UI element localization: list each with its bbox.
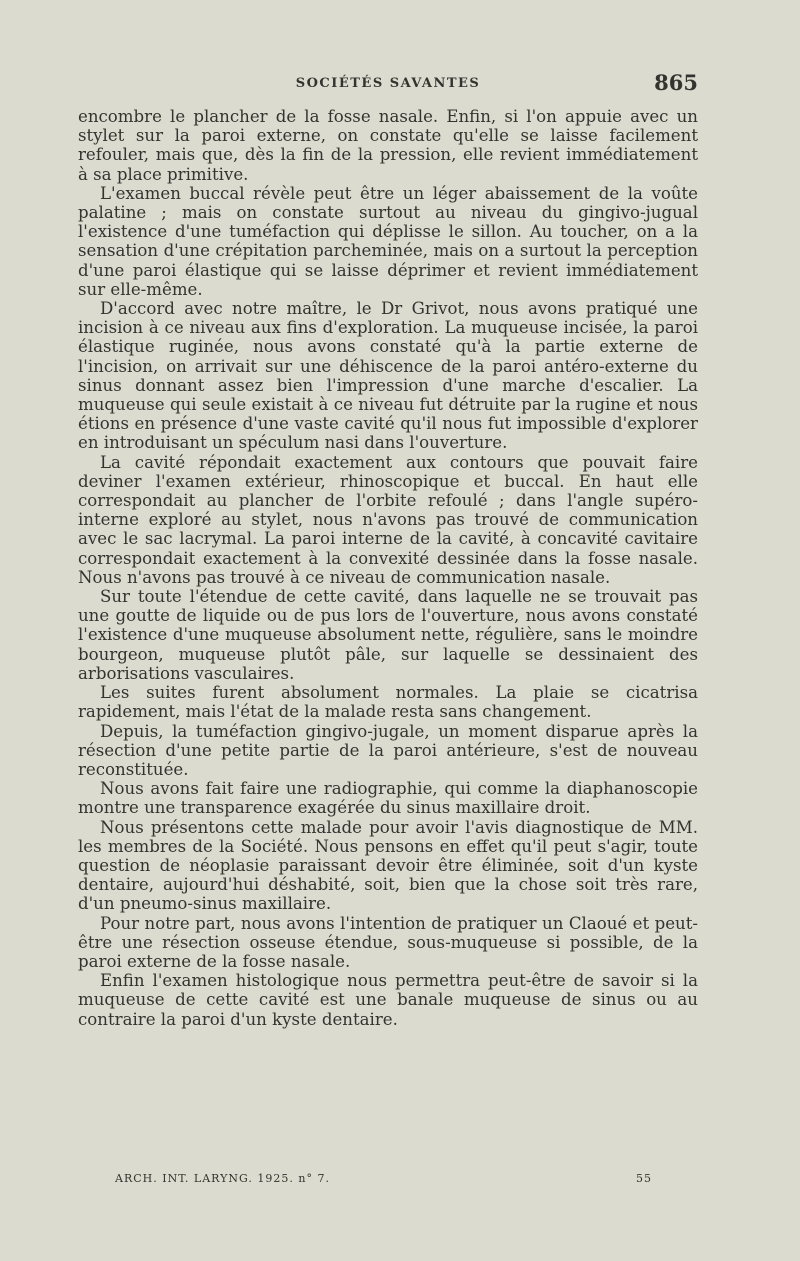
running-title: SOCIÉTÉS SAVANTES: [295, 76, 481, 91]
paragraph: encombre le plancher de la fosse nasale. Enfin, si l'on appuie avec un stylet sur la paroi externe, on constate qu'elle se laisse facilement refouler, mais que, dès la fin de la pression, elle revient immédiatement à sa place primitive.: [78, 107, 698, 184]
paragraph: Sur toute l'étendue de cette cavité, dans laquelle ne se trouvait pas une goutte de liquide ou de pus lors de l'ouverture, nous avons constaté l'existence d'une muqueuse absolument nette, régulière, sans le moindre bourgeon, muqueuse plutôt pâle, sur laquelle se dessinaient des arborisations vasculaires.: [78, 587, 698, 683]
paragraph: Pour notre part, nous avons l'intention de pratiquer un Claoué et peut-être une résection osseuse étendue, sous-muqueuse si possible, de la paroi externe de la fosse nasale.: [78, 913, 698, 971]
signature-mark: 55: [636, 1172, 652, 1185]
paragraph: Enfin l'examen histologique nous permettra peut-être de savoir si la muqueuse de cette cavité est une banale muqueuse de sinus ou au contraire la paroi d'un kyste dentaire.: [78, 971, 698, 1029]
journal-reference: ARCH. INT. LARYNG. 1925. n° 7.: [115, 1172, 330, 1185]
page-number: 865: [654, 70, 698, 95]
paragraph: Depuis, la tuméfaction gingivo-jugale, un moment disparue après la résection d'une petite partie de la paroi antérieure, s'est de nouveau reconstituée.: [78, 721, 698, 779]
paragraph: La cavité répondait exactement aux contours que pouvait faire deviner l'examen extérieur, rhinoscopique et buccal. En haut elle correspondait au plancher de l'orbite refoulé ; dans l'angle supéro-interne exploré au stylet, nous n'avons pas trouvé de communication avec le sac lacrymal. La paroi interne de la cavité, à concavité cavitaire correspondait exactement à la convexité dessinée dans la fosse nasale. Nous n'avons pas trouvé à ce niveau de communication nasale.: [78, 452, 698, 587]
page-header: [78, 70, 698, 100]
paragraph: Nous présentons cette malade pour avoir l'avis diagnostique de MM. les membres de la Société. Nous pensons en effet qu'il peut s'agir, toute question de néoplasie paraissant devoir être éliminée, soit d'un kyste dentaire, aujourd'hui déshabité, soit, bien que la chose soit très rare, d'un pneumo-sinus maxillaire.: [78, 817, 698, 914]
paragraph: L'examen buccal révèle peut être un léger abaissement de la voûte palatine ; mais on constate surtout au niveau du gingivo-jugual l'existence d'une tuméfaction qui déplisse le sillon. Au toucher, on a la sensation d'une crépitation parcheminée, mais on a surtout la perception d'une paroi élastique qui se laisse déprimer et revient immédiatement sur elle-même.: [78, 183, 698, 299]
paragraph: Les suites furent absolument normales. La plaie se cicatrisa rapidement, mais l'état de la malade resta sans changement.: [78, 683, 698, 722]
body-text: [78, 107, 698, 1029]
paragraph: Nous avons fait faire une radiographie, qui comme la diaphanoscopie montre une transparence exagérée du sinus maxillaire droit.: [78, 779, 698, 818]
paragraph: D'accord avec notre maître, le Dr Grivot, nous avons pratiqué une incision à ce niveau aux fins d'exploration. La muqueuse incisée, la paroi élastique ruginée, nous avons constaté qu'à la partie externe de l'incision, on arrivait sur une déhiscence de la paroi antéro-externe du sinus donnant assez bien l'impression d'une marche d'escalier. La muqueuse qui seule existait à ce niveau fut détruite par la rugine et nous étions en présence d'une vaste cavité qu'il nous fut impossible d'explorer en introduisant un spéculum nasi dans l'ouverture.: [78, 299, 698, 453]
